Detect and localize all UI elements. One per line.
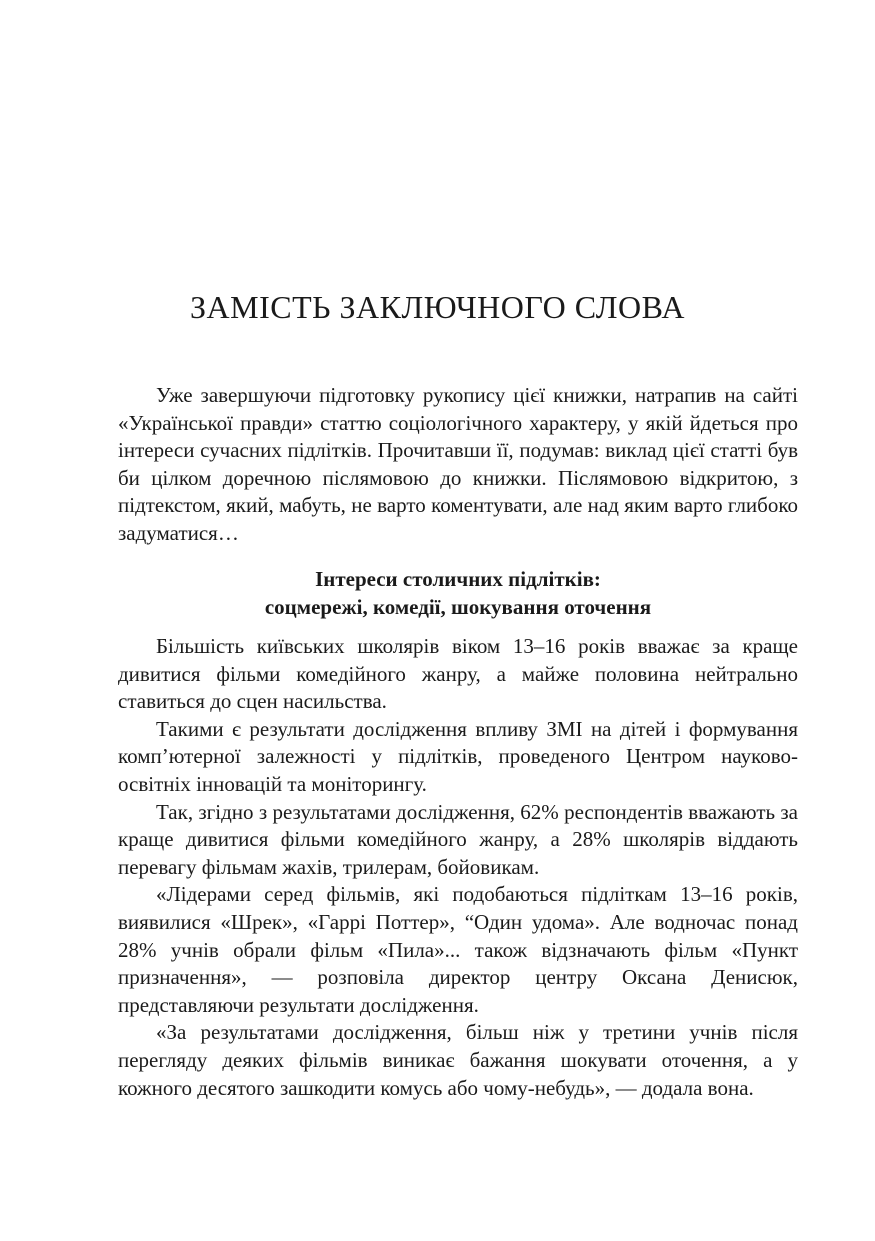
article-title-line-1: Інтереси столичних підлітків: (315, 567, 601, 591)
chapter-title: ЗАМІСТЬ ЗАКЛЮЧНОГО СЛОВА (190, 289, 685, 325)
intro-section (118, 382, 798, 548)
article-paragraph: Більшість київських школярів віком 13–16 років вважає за краще дивитися фільми комедійного жанру, а майже половина нейтрально ставиться до сцен насильства. (118, 634, 798, 714)
article-body (118, 633, 798, 1102)
article-paragraph: Такими є результати дослідження впливу ЗМІ на дітей і формування комп’ютерної залежності у підлітків, проведеного Центром науково-освітніх інновацій та моніторингу. (118, 716, 798, 796)
article-title (118, 566, 798, 621)
article-paragraph: «Лідерами серед фільмів, які подобаються підліткам 13–16 років, виявилися «Шрек», «Гаррі Поттер», “Один удома». Але водночас понад 28% учнів обрали фільм «Пила»... також відзначають фільм «Пункт призначення», — розповіла директор центру Оксана Денисюк, представляючи результати дослідження. (118, 882, 798, 1017)
article-title-line-2: соцмережі, комедії, шокування оточення (264, 594, 652, 619)
article-paragraph: Так, згідно з результатами дослідження, 62% респондентів вважають за краще дивитися фільми комедійного жанру, а 28% школярів віддають перевагу фільмам жахів, трилерам, бойовикам. (118, 799, 798, 879)
intro-paragraph: Уже завершуючи підготовку рукопису цієї книжки, натрапив на сайті «Української правди» статтю соціологічного характеру, у якій йдеться про інтереси сучасних підлітків. Прочитавши її, подумав: виклад цієї статті був би цілком доречною післямовою до книжки. Післямовою відкритою, з підтекстом, який, мабуть, не варто коментувати, але над яким варто глибоко задуматися… (118, 383, 798, 545)
article-paragraph: «За результатами дослідження, більш ніж у третини учнів після перегляду деяких фільмів виникає бажання шокувати оточення, а у кожного десятого зашкодити комусь або чому-небудь», — додала вона. (118, 1020, 798, 1100)
